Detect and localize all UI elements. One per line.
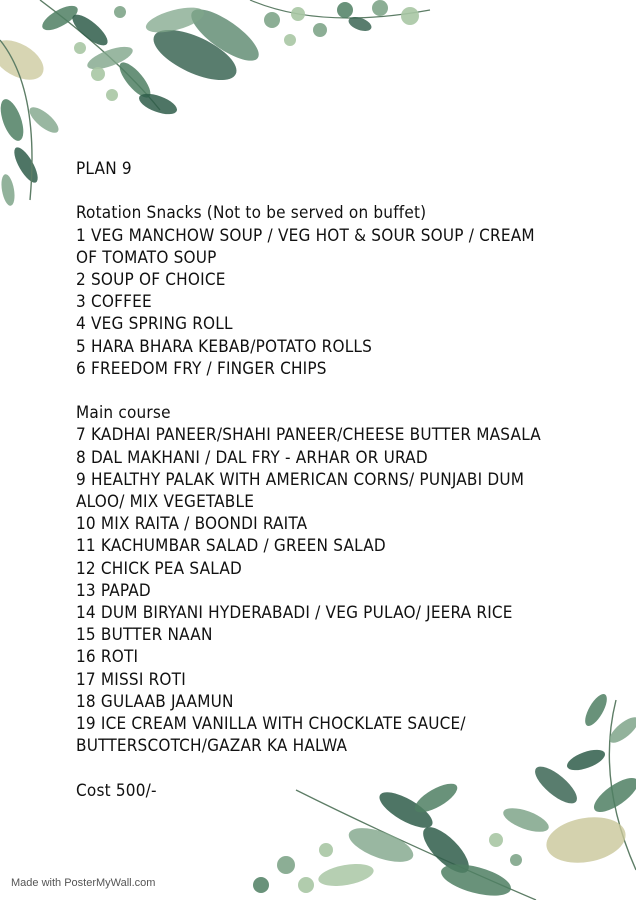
snack-item: 6 FREEDOM FRY / FINGER CHIPS	[76, 358, 327, 379]
snacks-list	[76, 225, 616, 380]
snack-item: 2 SOUP OF CHOICE	[76, 270, 226, 290]
main-course-item: 12 CHICK PEA SALAD	[76, 558, 243, 579]
leaf-cluster-top-right	[250, 0, 430, 46]
leaf-cluster-top-center	[39, 0, 266, 118]
main-course-item: 8 DAL MAKHANI / DAL FRY - ARHAR OR URAD	[76, 447, 428, 468]
main-course-item: ALOO/ MIX VEGETABLE	[76, 492, 255, 513]
main-course-item: 15 BUTTER NAAN	[76, 625, 213, 646]
snacks-heading: Rotation Snacks (Not to be served on buffet)	[76, 203, 427, 224]
main-course-list	[76, 424, 616, 757]
spacer	[76, 380, 616, 402]
watermark-text: Made with PosterMyWall.com	[11, 877, 156, 889]
main-course-item: 17 MISSI ROTI	[76, 669, 186, 690]
main-course-item: 10 MIX RAITA / BOONDI RAITA	[76, 514, 308, 535]
main-course-heading: Main course	[76, 403, 171, 424]
leaf-cluster-top-left	[0, 32, 62, 207]
main-course-item: 14 DUM BIRYANI HYDERABADI / VEG PULAO/ JEERA RICE	[76, 603, 513, 624]
main-course-item: 18 GULAAB JAAMUN	[76, 691, 234, 712]
plan-title: PLAN 9	[76, 159, 132, 179]
main-course-item: 11 KACHUMBAR SALAD / GREEN SALAD	[76, 536, 386, 557]
snack-item: 5 HARA BHARA KEBAB/POTATO ROLLS	[76, 336, 373, 357]
snack-item: OF TOMATO SOUP	[76, 247, 217, 268]
main-course-item: 19 ICE CREAM VANILLA WITH CHOCKLATE SAUCE/	[76, 714, 466, 735]
menu-text	[76, 158, 616, 802]
snack-item: 3 COFFEE	[76, 292, 152, 313]
spacer	[76, 180, 616, 202]
main-course-item: 16 ROTI	[76, 647, 139, 668]
main-course-item: BUTTERSCOTCH/GAZAR KA HALWA	[76, 736, 348, 757]
spacer	[76, 757, 616, 779]
snack-item: 1 VEG MANCHOW SOUP / VEG HOT & SOUR SOUP / CREAM	[76, 225, 535, 246]
snack-item: 4 VEG SPRING ROLL	[76, 314, 233, 335]
cost-label: Cost 500/-	[76, 780, 157, 801]
main-course-item: 9 HEALTHY PALAK WITH AMERICAN CORNS/ PUNJABI DUM	[76, 469, 525, 490]
main-course-item: 7 KADHAI PANEER/SHAHI PANEER/CHEESE BUTTER MASALA	[76, 425, 541, 446]
main-course-item: 13 PAPAD	[76, 580, 151, 601]
